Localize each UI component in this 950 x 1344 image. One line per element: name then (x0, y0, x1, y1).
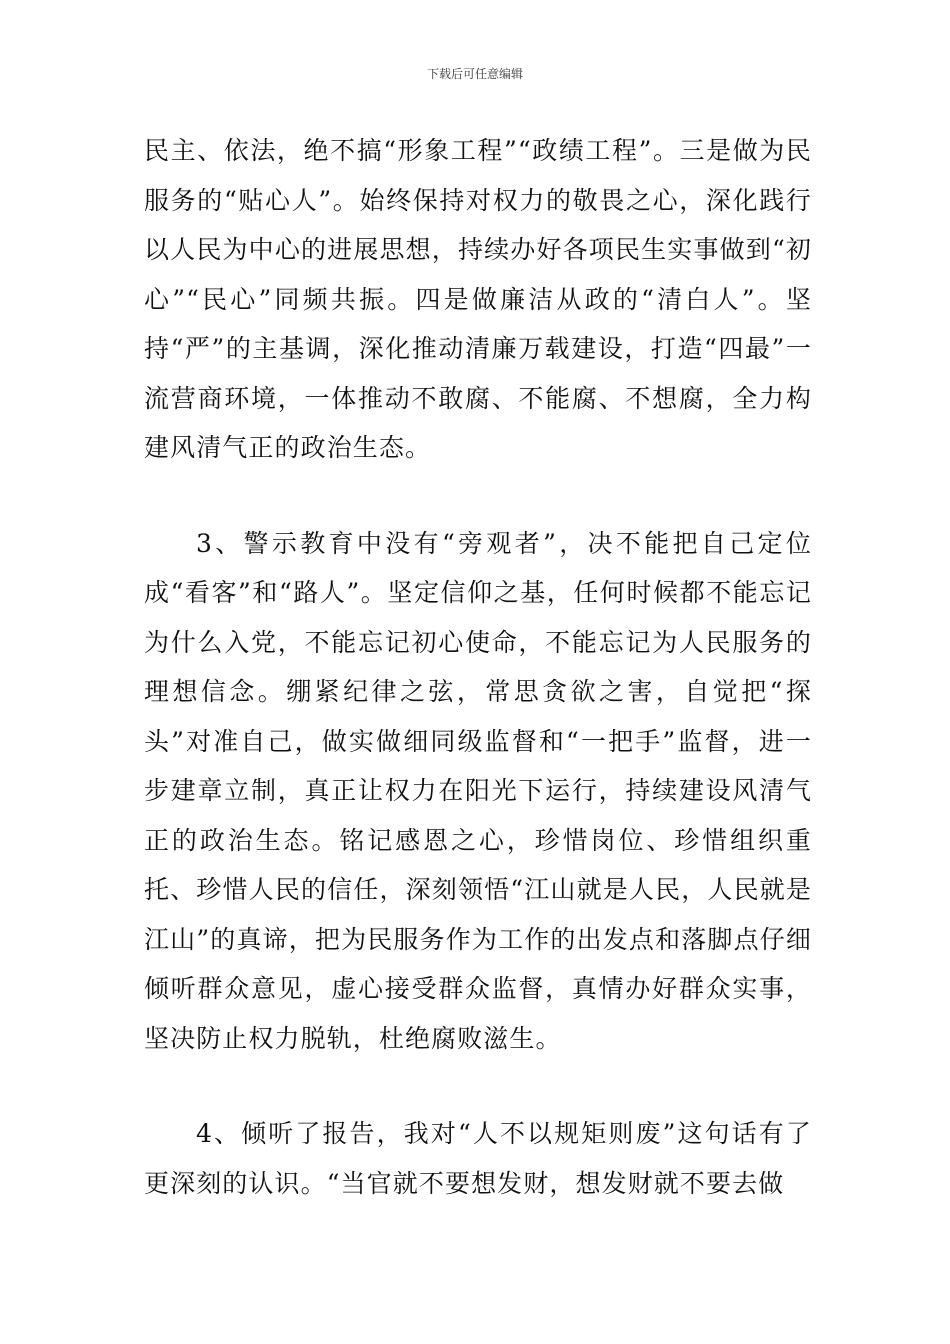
page-header: 下载后可任意编辑 (426, 67, 523, 81)
document-body (144, 126, 812, 1208)
paragraph-item-3: 3、警示教育中没有“旁观者”，决不能把自己定位成“看客”和“路人”。坚定信仰之基，任何时候都不能忘记为什么入党，不能忘记初心使命，不能忘记为人民服务的理想信念。绷紧纪律之弦，常思贪欲之害，自觉把“探头”对准自己，做实做细同级监督和“一把手”监督，进一步建章立制，真正让权力在阳光下运行，持续建设风清气正的政治生态。铭记感恩之心，珍惜岗位、珍惜组织重托、珍惜人民的信任，深刻领悟“江山就是人民，人民就是江山”的真谛，把为民服务作为工作的出发点和落脚点仔细倾听群众意见，虚心接受群众监督，真情办好群众实事，坚决防止权力脱轨，杜绝腐败滋生。 (144, 528, 812, 1053)
paragraph-continuation: 民主、依法，绝不搞“形象工程”“政绩工程”。三是做为民服务的“贴心人”。始终保持对权力的敬畏之心，深化践行以人民为中心的进展思想，持续办好各项民生实事做到“初心”“民心”同频共振。四是做廉洁从政的“清白人”。坚持“严”的主基调，深化推动清廉万载建设，打造“四最”一流营商环境，一体推动不敢腐、不能腐、不想腐，全力构建风清气正的政治生态。 (144, 136, 812, 462)
paragraph-item-4: 4、倾听了报告，我对“人不以规矩则废”这句话有了更深刻的认识。“当官就不要想发财，想发财就不要去做 (144, 1119, 812, 1198)
